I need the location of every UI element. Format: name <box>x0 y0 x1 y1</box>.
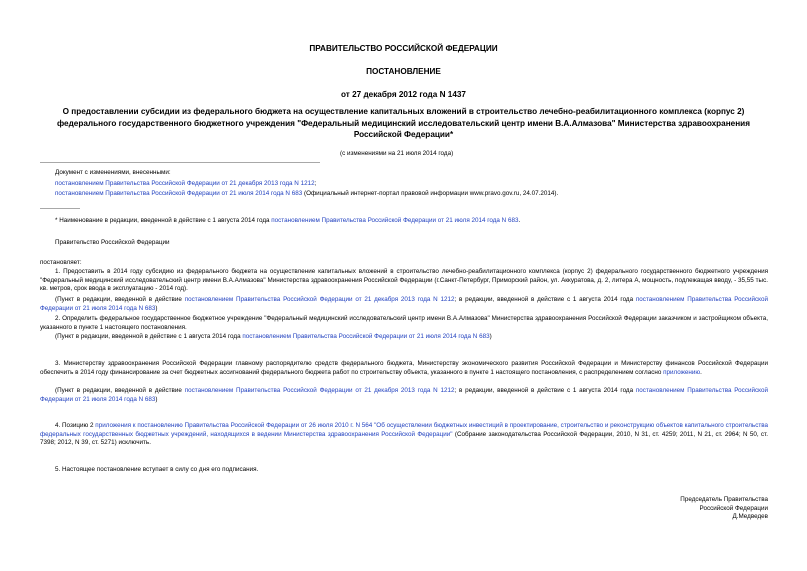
note-text: (Пункт в редакции, введенной в действие <box>55 387 185 394</box>
clause-3 <box>40 360 768 377</box>
clause-4-text: (Собрание законодательства Российской Федерации, 2010, N 31, ст. 4259; 2011, N 21, ст. 2964; N 50, ст. 7398; 2012, N 39, ст. 5271) исключить. <box>40 430 768 447</box>
clause-4 <box>40 422 768 448</box>
changes-intro: Документ с изменениями, внесенными: <box>55 169 171 176</box>
government-name: ПРАВИТЕЛЬСТВО РОССИЙСКОЙ ФЕДЕРАЦИИ <box>309 44 498 53</box>
clause-1-note <box>40 296 768 313</box>
amendment-link-683[interactable]: постановлением Правительства Российской Федерации от 21 июля 2014 года N 683 <box>55 190 303 198</box>
note-text: ; в редакции, введенной в действие с 1 августа 2014 года <box>454 387 636 394</box>
signature-org: Российской Федерации <box>699 504 768 512</box>
amendment-link-1212[interactable]: постановлением Правительства Российской Федерации от 21 декабря 2013 года N 1212 <box>184 296 455 303</box>
amendment-link-683[interactable]: постановлением Правительства Российской Федерации от 21 июля 2014 года N 683 <box>242 333 490 340</box>
signature-block <box>680 496 768 522</box>
document-date: от 27 декабря 2012 года N 1437 <box>341 90 466 99</box>
clause-3-note <box>40 387 768 404</box>
signature-title: Председатель Правительства <box>680 496 768 503</box>
clause-2-note <box>55 333 768 342</box>
resolution-564-link[interactable]: приложения к постановлению Правительства Российской Федерации от 26 июля 2010 г. N 564 "Об осуществлении бюджетных инвестиций в проектирование, строительство и реконструкцию объектов капитального строительства федеральных государственных бюджетных учреждений, находящихся в ведении Министерства здравоохранения Российской Федерации" <box>40 422 768 438</box>
footnote-text: * Наименование в редакции, введенной в действие с 1 августа 2014 года <box>55 217 272 224</box>
clause-3-text: 3. Министерству здравоохранения Российской Федерации главному распорядителю средств федерального бюджета, Министерству экономического развития Российской Федерации и Министерству финансов Российской Федерации обеспечить в 2014 году финансирование за счет бюджетных ассигнований федерального бюджета работ по строительству объекта, указанного в пункте 1 настоящего постановления, с распределением согласно <box>40 360 768 376</box>
punct: ; <box>314 179 317 187</box>
footnote <box>55 217 775 226</box>
amendment-link-1212[interactable]: постановлением Правительства Российской Федерации от 21 декабря 2013 года N 1212 <box>184 387 455 394</box>
note-text: ) <box>489 333 492 340</box>
clause-2: 2. Определить федеральное государственное бюджетное учреждение "Федеральный медицинский исследовательский центр имени В.А.Алмазова" Министерства здравоохранения Российской Федерации заказчиком и застройщиком объекта, указанного в пункте 1 настоящего постановления. <box>40 315 768 331</box>
signature-name: Д.Медведев <box>732 513 768 521</box>
clause-5: 5. Настоящее постановление вступает в силу со дня его подписания. <box>55 466 259 473</box>
footnote-link[interactable]: постановлением Правительства Российской Федерации от 21 июля 2014 года N 683 <box>271 217 519 224</box>
note-text: ) <box>155 395 158 403</box>
changes-item <box>55 180 775 189</box>
appendix-link[interactable]: приложению <box>663 368 701 376</box>
changes-block <box>55 169 775 199</box>
document-title: О предоставлении субсидии из федерального бюджета на осуществление капитальных вложений в строительство лечебно-реабилитационного комплекса (корпус 2) федерального государственного бюджетного учреждения "Федеральный медицинский исследовательский центр имени В.А.Алмазова" Министерства здравоохранения Российской Федерации* <box>57 107 750 139</box>
amendment-link-683[interactable]: постановлением Правительства Российской Федерации от 21 июля 2014 года N 683 <box>40 387 769 403</box>
note-text: (Пункт в редакции, введенной в действие с 1 августа 2014 года <box>55 333 243 340</box>
punct: . <box>700 368 702 376</box>
amendment-link-683[interactable]: постановлением Правительства Российской Федерации от 21 июля 2014 года N 683 <box>40 296 769 312</box>
clause-1: 1. Предоставить в 2014 году субсидию из федерального бюджета на осуществление капитальных вложений в строительство лечебно-реабилитационного комплекса (корпус 2) федерального государственного бюджетного учреждения "Федеральный медицинский исследовательский центр имени В.А.Алмазова" Министерства здравоохранения Российской Федерации (г.Санкт-Петербург, Приморский район, ул. Аккуратова, д. 2, литера А, мощность, подлежащая вводу, - 35,55 тыс. кв. метров, срок ввода в эксплуатацию - 2014 год). <box>40 268 768 293</box>
government-label: Правительство Российской Федерации <box>55 239 170 246</box>
footnote-divider <box>40 208 80 209</box>
note-text: ; в редакции, введенной в действие с 1 августа 2014 года <box>454 296 636 303</box>
note-text: (Пункт в редакции, введенной в действие <box>55 296 185 303</box>
punct: . <box>518 217 521 224</box>
revision-note: (с изменениями на 21 июля 2014 года) <box>340 150 454 157</box>
changes-item <box>55 190 775 199</box>
portal-note: (Официальный интернет-портал правовой информации www.pravo.gov.ru, 24.07.2014). <box>302 190 559 198</box>
decides-label: постановляет: <box>40 259 82 266</box>
document-type: ПОСТАНОВЛЕНИЕ <box>366 67 441 76</box>
divider <box>40 162 320 163</box>
note-text: ) <box>155 304 158 312</box>
amendment-link-1212[interactable]: постановлением Правительства Российской Федерации от 21 декабря 2013 года N 1212 <box>55 179 315 187</box>
clause-4-text: 4. Позицию 2 <box>55 422 96 429</box>
